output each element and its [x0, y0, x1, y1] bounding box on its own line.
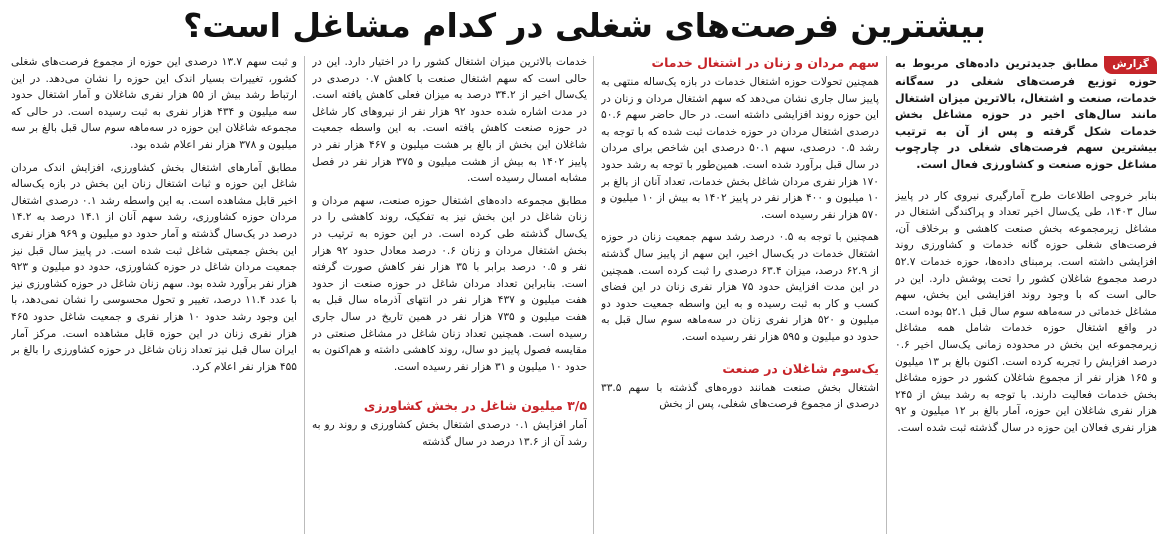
paragraph: همچنین تحولات حوزه اشتغال خدمات در بازه یک‌ساله منتهی به پاییز سال جاری نشان می‌دهد که سهم اشتغال مردان و زنان در این حوزه روند افزایشی داشته است. در حال حاضر سهم ۵۰.۶ درصدی اشتغال مردان در حوزه خدمات ثبت شده که با توجه به رشد ۰.۵ درصدی، سهم ۵۰.۱ درصدی این شاخص برای مردان در سال قبل برآورد شده است. همین‌طور با توجه به رشد حدود ۱۷۰ هزار نفری مردان شاغل بخش خدمات، تعداد آنان از بالغ بر ۱۰ میلیون و ۴۰۰ هزار نفر در پاییز ۱۴۰۲ به بیش از ۱۰ میلیون و ۵۷۰ هزار نفر رسیده است.	[601, 76, 879, 221]
headline: بیشترین فرصت‌های شغلی در کدام مشاغل است؟	[183, 6, 986, 45]
paragraph: مطابق آمارهای اشتغال بخش کشاورزی، افزایش اندک مردان شاغل این حوزه و ثبات اشتغال زنان این بخش در بازه یک‌ساله اخیر قابل مشاهده است. به این واسطه رشد ۰.۱ درصدی اشتغال مردان حوزه کشاورزی، رشد سهم آنان از ۱۴.۱ درصد به ۱۴.۲ درصد در یک‌سال گذشته و آمار حدود دو میلیون و ۹۶۹ هزار نفری این بخش جمعیتی شاغل ثبت شده است. در پاییز سال قبل نیز جمعیت مردان شاغل در حوزه کشاورزی، حدود دو میلیون و ۹۲۳ هزار نفر برآورد شده بود. سهم زنان شاغل در حوزه کشاورزی نیز با عدد ۱۱.۴ درصد، تغییر و تحول محسوسی را نشان نمی‌دهد، با این وجود رشد حدود ۱۰ هزار نفری و جمعیت شاغل حدود ۴۶۵ هزار نفری زنان در این حوزه قابل مشاهده است. مرکز آمار ایران سال قبل نیز تعداد زنان شاغل در حوزه کشاورزی را بالغ بر ۴۵۵ هزار نفر اعلام کرد.	[11, 161, 297, 373]
paragraph: خدمات بالاترین میزان اشتغال کشور را در اختیار دارد. این در حالی است که سهم اشتغال صنعت با کاهش ۰.۷ درصدی در یک‌سال اخیر از ۳۴.۲ درصد به میزان فعلی کاهش یافته است. در مدت اشاره شده حدود ۹۲ هزار نفر از نیروهای کار شاغل در حوزه صنعت کاهش یافته است. به این واسطه جمعیت شاغلان این بخش از بالغ بر هشت میلیون و ۴۶۷ هزار نفر در پاییز ۱۴۰۲ به بیش از هشت میلیون و ۳۷۵ هزار نفر در فصل مشابه امسال رسیده است.	[312, 56, 587, 185]
subheading: ۳/۵ میلیون شاغل در بخش کشاورزی	[363, 398, 587, 414]
subheading: سهم مردان و زنان در اشتغال خدمات	[651, 55, 879, 70]
column-divider	[593, 56, 594, 534]
column-3	[312, 54, 587, 536]
paragraph: همچنین با توجه به ۰.۵ درصد رشد سهم جمعیت زنان در حوزه اشتغال خدمات در یک‌سال اخیر، این سهم از پاییز سال گذشته از ۶۲.۹ درصد، میزان ۶۳.۴ درصدی را ثبت کرده است. همچنین در این مدت افزایش حدود ۷۵ هزار نفری زنان در این فضای کسب و کار به ثبت رسیده و به این واسطه جمعیت حدود دو میلیون و ۵۲۰ هزار نفری زنان در سه‌ماهه سوم سال قبل به حدود دو میلیون و ۵۹۵ هزار نفر رسیده است.	[601, 231, 879, 343]
lead-text: مطابق جدیدترین داده‌های مربوط به حوزه توزیع فرصت‌های شغلی در سه‌گانه خدمات، صنعت و اشتغال، بالاترین میزان اشتغال مانند سال‌های اخیر در حوزه مشاغل بخش خدمات شکل گرفته و پس از آن به ترتیب بیشترین سهم فرصت‌های شغلی در چارچوب مشاغل حوزه صنعت و کشاورزی فعال است.	[895, 57, 1157, 171]
column-divider	[304, 56, 305, 534]
section-kicker: گزارش	[1104, 56, 1157, 74]
paragraph: و ثبت سهم ۱۳.۷ درصدی این حوزه از مجموع فرصت‌های شغلی کشور، تغییرات بسیار اندک این حوزه را نشان می‌دهد. در این ارتباط رشد بیش از ۵۵ هزار نفری شاغلان و آمار اشتغال حدود سه میلیون و ۴۳۴ هزار نفری به ثبت رسیده است. در حالی که مجموعه شاغلان این حوزه در سه‌ماهه سوم سال قبل بالغ بر سه میلیون و ۳۷۸ هزار نفر اعلام شده بود.	[11, 56, 297, 151]
paragraph: اشتغال بخش صنعت همانند دوره‌های گذشته با سهم ۳۳.۵ درصدی از مجموع فرصت‌های شغلی، پس از بخش	[601, 381, 879, 411]
column-2	[601, 54, 879, 536]
paragraph: بنابر خروجی اطلاعات طرح آمارگیری نیروی کار در پاییز سال ۱۴۰۳، طی یک‌سال اخیر تعداد و پراکندگی اشتغال در مشاغل زیرمجموعه بخش صنعت کاهشی و برخلاف آن، فرصت‌های شغلی حوزه گانه خدمات و کشاورزی روند افزایشی داشته است. برمبنای داده‌ها، حوزه خدمات ۵۲.۷ درصد مجموع شاغلان کشور را تحت پوشش دارد. این در حالی است که با وجود روند افزایشی این بخش، سهم مشاغل خدماتی در سه‌ماهه سوم سال قبل ۵۲.۱ بوده است. در واقع اشتغال حوزه خدمات شامل همه مشاغل زیرمجموعه این بخش در محدوده زمانی یک‌سال اخیر ۰.۶ درصد افزایش را تجربه کرده است. اکنون بالغ بر ۱۳ میلیون و ۱۶۵ هزار نفر از مجموع شاغلان کشور در حوزه مشاغل بخش خدمات فعالیت دارند. با توجه به رشد بیش از ۲۴۵ هزار نفری شاغلان این حوزه، آمار بالغ بر ۱۲ میلیون و ۹۲ هزار نفری فعالان این حوزه در سال گذشته ثبت شده است.	[895, 189, 1157, 434]
subheading: یک‌سوم شاغلان در صنعت	[722, 360, 879, 376]
column-divider	[886, 56, 887, 534]
paragraph: آمار افزایش ۰.۱ درصدی اشتغال بخش کشاورزی و روند رو به رشد آن از ۱۳.۶ درصد در سال گذشته	[312, 419, 587, 448]
column-4	[11, 54, 297, 536]
paragraph: مطابق مجموعه داده‌های اشتغال حوزه صنعت، سهم مردان و زنان شاغل در این بخش نیز به تفکیک، روند کاهشی را در یک‌سال گذشته طی کرده است. در این حوزه به ترتیب در بخش اشتغال مردان و زنان ۰.۶ درصد معادل حدود ۹۲ هزار نفر و ۰.۵ درصد برابر با ۳۵ هزار نفر کاهش صورت گرفته است. بنابراین تعداد مردان شاغل در حوزه صنعت از حدود هفت میلیون و ۴۳۷ هزار نفر در انتهای آذرماه سال قبل به هفت میلیون و ۷۳۵ هزار نفر در همین تاریخ در سال جاری رسیده است. همچنین تعداد زنان شاغل در مشاغل صنعتی در مقایسه فصول پاییز دو سال، روند کاهشی داشته و هم‌اکنون به حدود ۱۰ میلیون و ۳۱ هزار نفر رسیده است.	[312, 194, 587, 373]
lead-paragraph	[895, 56, 1157, 174]
column-1	[895, 54, 1157, 536]
